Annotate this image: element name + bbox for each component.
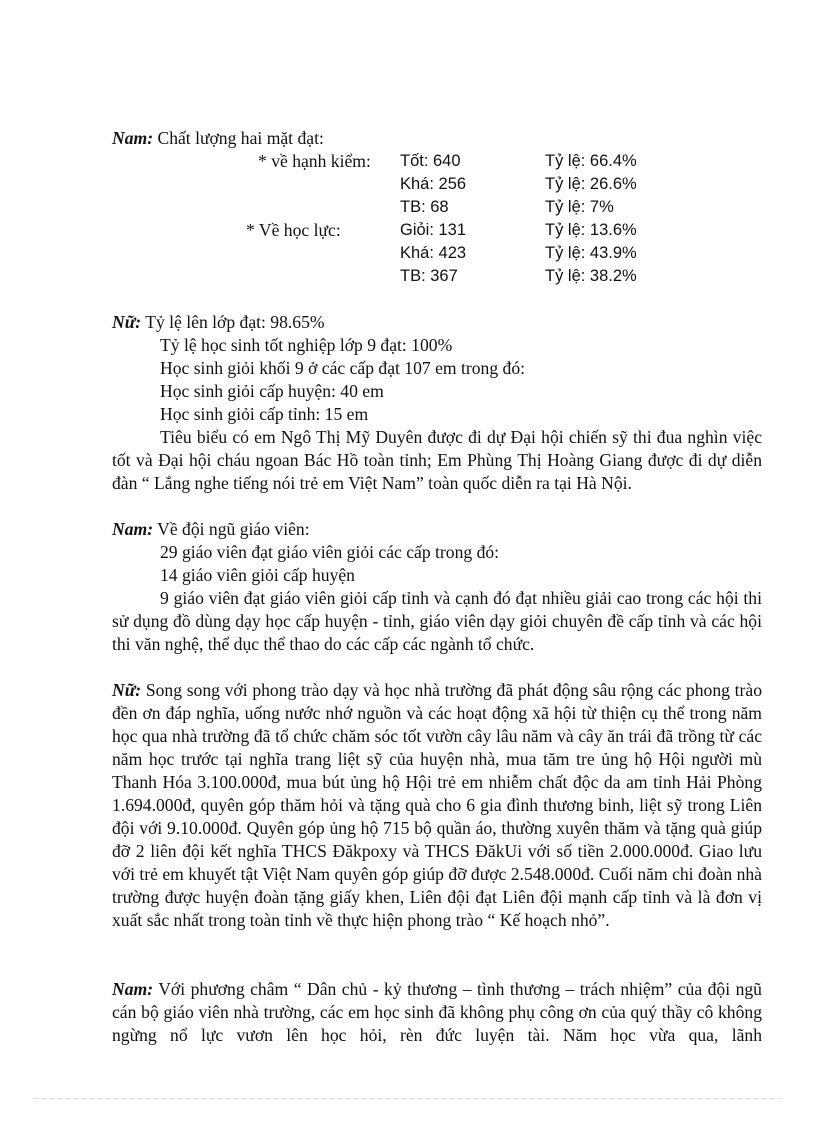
section3-paragraph: 9 giáo viên đạt giáo viên giỏi cấp tỉnh và cạnh đó đạt nhiều giải cao trong các hội thi sử dụng đồ dùng dạy học cấp huyện - tỉnh, giáo viên dạy giỏi chuyên đề cấp tỉnh và các hội thi văn nghệ, thể dục thể thao do các cấp các ngành tổ chức. [112,588,762,654]
section5-text: Với phương châm “ Dân chủ - kỷ thương – tình thương – trách nhiệm” của đội ngũ cán bộ giáo viên nhà trường, các em học sinh đã không phụ công ơn của quý thầy cô không ngừng nổ lực vươn lên học hỏi, rèn đức luyện tài. Năm học vừa qua, lãnh [112,979,762,1045]
section4-paragraph [112,679,762,932]
section2-line: Học sinh giỏi khối 9 ở các cấp đạt 107 em trong đó: [160,358,526,378]
academic-grade: Khá: 423 [400,244,467,262]
academic-ratio: Tỷ lệ: 43.9% [545,244,637,262]
conduct-grade: Khá: 256 [400,175,467,193]
conduct-ratio: Tỷ lệ: 7% [545,198,614,216]
section2-line: Học sinh giỏi cấp tỉnh: 15 em [160,404,369,424]
section4-text: Song song với phong trào dạy và học nhà trường đã phát động sâu rộng các phong trào đền ơn đáp nghĩa, uống nước nhớ nguồn và các hoạt động xã hội từ thiện cụ thể trong năm học qua nhà trường đã tổ chức chăm sóc tốt vườn cây lâu năm và cây ăn trái đã trồng từ các năm học trước tại nghĩa trang liệt sỹ của huyện nhà, mua tăm tre ủng hộ Hội người mù Thanh Hóa 3.100.000đ, mua bút ủng hộ Hội trẻ em nhiễm chất độc da am tỉnh Hải Phòng 1.694.000đ, quyên góp thăm hỏi và tặng quà cho 6 gia đình thương binh, liệt sỹ trong Liên đội với 9.10.000đ. Quyên góp ủng hộ 715 bộ quần áo, thường xuyên thăm và tặng quà giúp đỡ 2 liên đội kết nghĩa THCS Đăkpoxy và THCS ĐăkUi với số tiền 2.000.000đ. Giao lưu với trẻ em khuyết tật Việt Nam quyên góp giúp đỡ được 2.548.000đ. Cuối năm chi đoàn nhà trường được huyện đoàn tặng giấy khen, Liên đội đạt Liên đội mạnh cấp tỉnh và là đơn vị xuất sắc nhất trong toàn tỉnh về thực hiện phong trào “ Kế hoạch nhỏ”. [112,680,762,930]
conduct-grade: Tốt: 640 [400,152,461,170]
speaker-label: Nữ: [112,680,142,700]
section3-line: 29 giáo viên đạt giáo viên giỏi các cấp trong đó: [160,542,500,562]
conduct-grade: TB: 68 [400,198,449,216]
speaker-label: Nam: [112,519,154,539]
conduct-ratio: Tỷ lệ: 26.6% [545,175,637,193]
section2-line: Học sinh giỏi cấp huyện: 40 em [160,381,384,401]
section2-first-line [112,311,762,334]
section5 [112,978,762,1047]
academic-label: * Về học lực: [246,220,341,240]
section1-heading-line [112,127,324,150]
section3-first-line [112,518,762,541]
academic-ratio: Tỷ lệ: 13.6% [545,221,637,239]
section3-line: 14 giáo viên giỏi cấp huyện [160,565,355,585]
section4 [112,679,762,932]
section5-paragraph [112,978,762,1047]
academic-grade: Giỏi: 131 [400,221,467,239]
section2-line: Tỷ lệ học sinh tốt nghiệp lớp 9 đạt: 100% [160,335,453,355]
section2-paragraph: Tiêu biểu có em Ngô Thị Mỹ Duyên được đi dự Đại hội chiến sỹ thi đua nghìn việc tốt và Đại hội cháu ngoan Bác Hồ toàn tỉnh; Em Phùng Thị Hoàng Giang được đi dự diễn đàn “ Lắng nghe tiếng nói trẻ em Việt Nam” toàn quốc diễn ra tại Hà Nội. [112,427,762,493]
section1-heading: Chất lượng hai mặt đạt: [157,128,324,148]
academic-ratio: Tỷ lệ: 38.2% [545,267,637,285]
academic-grade: TB: 367 [400,267,458,285]
speaker-label: Nam: [112,128,154,148]
conduct-ratio: Tỷ lệ: 66.4% [545,152,637,170]
section2-first-text: Tỷ lệ lên lớp đạt: 98.65% [145,312,325,332]
speaker-label: Nam: [112,979,154,999]
section3-first-text: Về đội ngũ giáo viên: [157,519,310,539]
section3 [112,518,762,656]
footer-divider [32,1098,782,1099]
section2 [112,311,762,495]
speaker-label: Nữ: [112,312,142,332]
conduct-label: * về hạnh kiểm: [258,151,371,171]
